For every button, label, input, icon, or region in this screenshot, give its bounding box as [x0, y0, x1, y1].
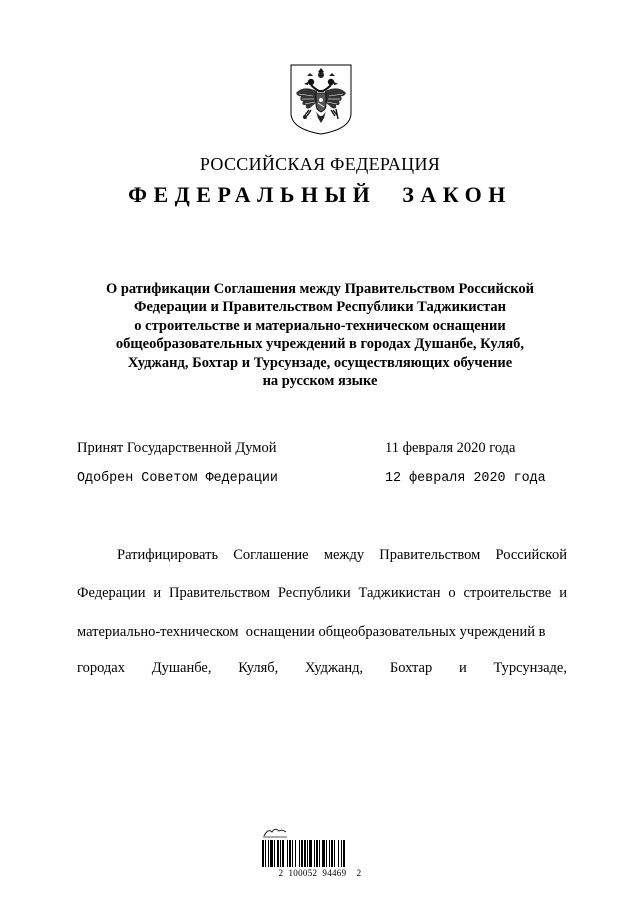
body-word: и: [458, 660, 467, 676]
law-title-line: о строительстве и материально-техническом оснащении: [134, 317, 506, 334]
body-word: Ратифицировать: [117, 547, 219, 563]
body-line-1: [77, 547, 567, 564]
body-word: Правительством: [168, 585, 271, 601]
body-word: Республики: [277, 585, 351, 601]
body-word: Турсунзаде,: [493, 660, 567, 676]
body-word: городах: [77, 660, 125, 676]
barcode-icon: [258, 840, 382, 867]
body-word: Куляб,: [238, 660, 279, 676]
law-title-line: Федерации и Правительством Республики Таджикистан: [133, 299, 506, 316]
body-word: и: [153, 585, 162, 601]
body-word: между: [323, 547, 365, 563]
duma-adoption-label: Принят Государственной Думой: [77, 440, 277, 456]
body-word: Душанбе,: [151, 660, 212, 676]
body-line-2: [77, 585, 567, 602]
duma-adoption-date: 11 февраля 2020 года: [385, 440, 516, 456]
body-word: Бохтар: [389, 660, 433, 676]
stamp-mark-icon: [262, 826, 288, 838]
barcode-number: 2 100052 94469 2: [278, 868, 362, 878]
law-title-line: О ратификации Соглашения между Правительством Российской: [105, 281, 535, 297]
body-word: Худжанд,: [305, 660, 364, 676]
body-word: строительстве: [463, 585, 552, 601]
body-word: Правительством: [379, 547, 481, 563]
body-word: о: [448, 585, 456, 601]
body-line-4: [77, 660, 567, 677]
document-type-heading: ФЕДЕРАЛЬНЫЙ ЗАКОН: [128, 182, 512, 207]
body-word: Соглашение: [233, 547, 309, 563]
council-approval-date: 12 февраля 2020 года: [385, 471, 546, 486]
document-barcode-area: [258, 826, 382, 876]
body-line-3: материально-техническом оснащении общеобразовательных учреждений в: [77, 624, 546, 640]
country-name: РОССИЙСКАЯ ФЕДЕРАЦИЯ: [199, 154, 441, 174]
body-word: Таджикистан: [358, 585, 441, 601]
law-title: [80, 280, 560, 390]
law-title-line: на русском языке: [262, 373, 378, 390]
body-word: и: [559, 585, 567, 601]
law-title-line: общеобразовательных учреждений в городах Душанбе, Куляб,: [115, 336, 525, 353]
body-word: Федерации: [77, 585, 146, 601]
body-word: Российской: [495, 547, 567, 563]
council-approval-label: Одобрен Советом Федерации: [77, 471, 278, 486]
law-title-line: Худжанд, Бохтар и Турсунзаде, осуществляющих обучение: [127, 354, 513, 371]
russian-coat-of-arms-icon: [289, 63, 353, 136]
